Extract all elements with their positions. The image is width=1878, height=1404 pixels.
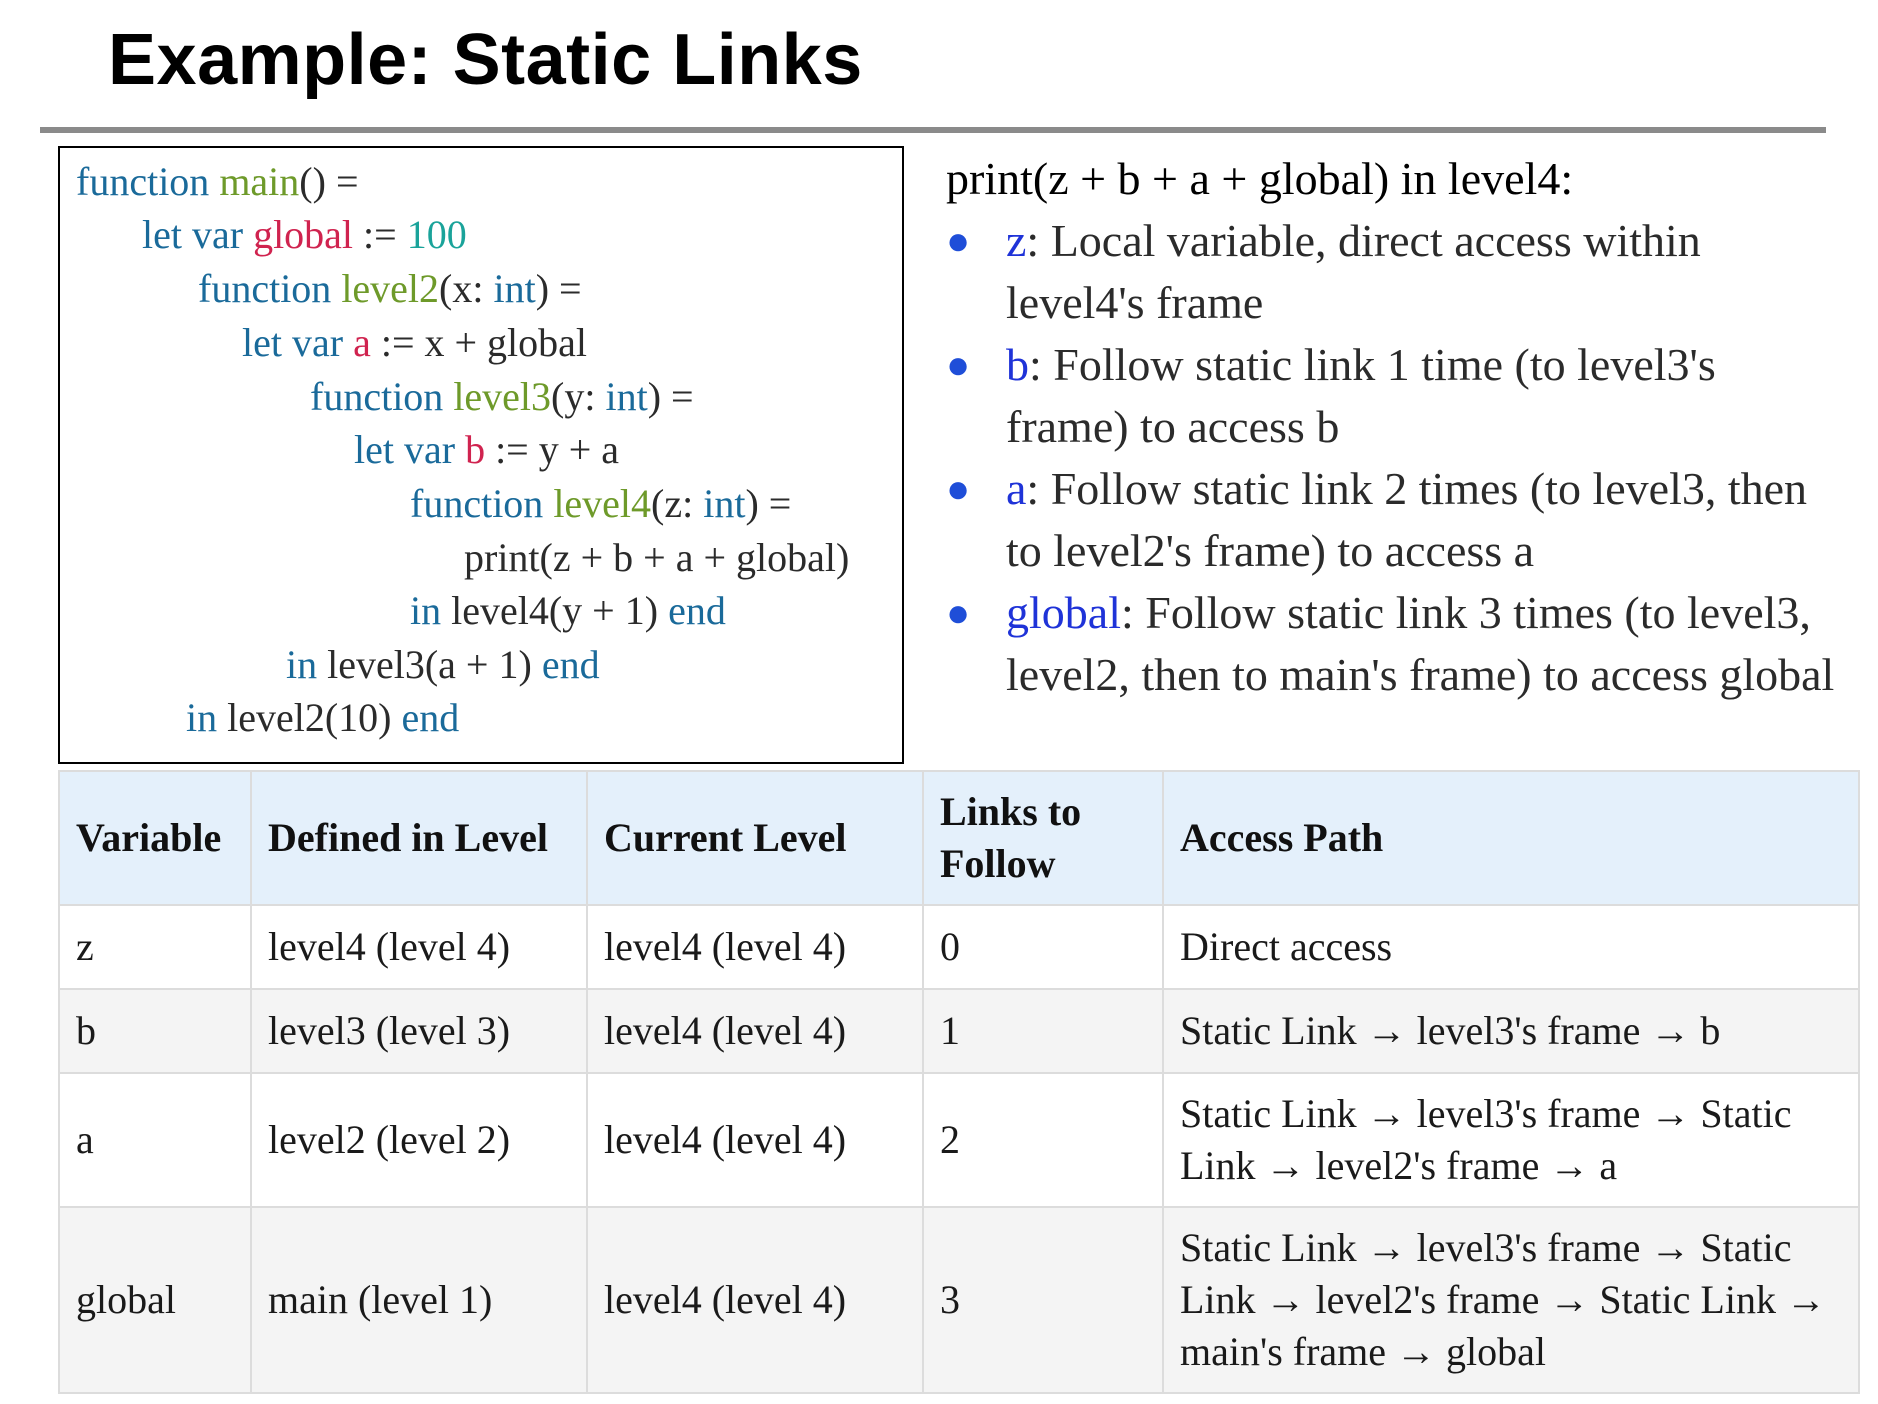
code-variable: global — [253, 212, 354, 257]
code-keyword: in — [286, 642, 328, 687]
title-divider — [40, 127, 1826, 133]
code-text: () = — [299, 159, 359, 204]
code-text: (z: — [651, 481, 704, 526]
cell-current-level: level4 (level 4) — [587, 905, 923, 989]
code-text: level2(10) — [227, 695, 402, 740]
code-text: level3(a + 1) — [327, 642, 542, 687]
code-variable: a — [353, 320, 371, 365]
code-line-4 — [242, 317, 587, 369]
cell-access-path: Static Link → level3's frame → Static Link → level2's frame → a — [1163, 1073, 1859, 1207]
code-function-name: level2 — [341, 266, 440, 311]
cell-variable: b — [59, 989, 251, 1073]
cell-links: 0 — [923, 905, 1163, 989]
variable-name: b — [1006, 339, 1029, 390]
code-line-2 — [142, 209, 467, 261]
cell-links: 1 — [923, 989, 1163, 1073]
code-text: := — [353, 212, 407, 257]
code-text: (y: — [551, 374, 606, 419]
code-keyword: end — [668, 588, 726, 633]
code-line-11 — [186, 692, 459, 744]
cell-access-path: Static Link → level3's frame → Static Link → level2's frame → Static Link → main's frame → global — [1163, 1207, 1859, 1393]
variable-name: z — [1006, 215, 1027, 266]
cell-variable: z — [59, 905, 251, 989]
cell-variable: global — [59, 1207, 251, 1393]
code-keyword: let var — [242, 320, 354, 365]
code-number: 100 — [406, 212, 467, 257]
bullet-icon: ● — [946, 342, 971, 387]
code-keyword: function — [310, 374, 454, 419]
column-header-access-path: Access Path — [1163, 771, 1859, 905]
code-keyword: int — [605, 374, 648, 419]
code-keyword: in — [410, 588, 452, 633]
table-row — [59, 989, 1859, 1073]
code-keyword: end — [541, 642, 600, 687]
code-keyword: let var — [354, 427, 466, 472]
static-links-table — [58, 770, 1860, 1394]
bullet-icon: ● — [946, 466, 971, 511]
code-text: level4(y + 1) — [451, 588, 669, 633]
explanation-panel — [946, 148, 1846, 706]
cell-access-path: Direct access — [1163, 905, 1859, 989]
code-keyword: int — [493, 266, 536, 311]
table-row — [59, 1207, 1859, 1393]
code-line-5 — [310, 371, 694, 423]
code-function-name: main — [219, 159, 300, 204]
code-keyword: end — [401, 695, 460, 740]
code-line-9 — [410, 585, 726, 637]
code-text: ) = — [745, 481, 792, 526]
slide-title: Example: Static Links — [108, 20, 863, 100]
column-header-current-level: Current Level — [587, 771, 923, 905]
code-variable: b — [465, 427, 486, 472]
code-block — [58, 146, 904, 764]
code-text: ) = — [535, 266, 582, 311]
list-item — [946, 582, 1846, 706]
bullet-icon: ● — [946, 590, 971, 635]
code-text: (x: — [439, 266, 494, 311]
cell-links: 2 — [923, 1073, 1163, 1207]
code-line-8 — [464, 532, 849, 584]
variable-name: global — [1006, 587, 1121, 638]
code-line-6 — [354, 424, 619, 476]
code-line-10 — [286, 639, 600, 691]
code-text: := y + a — [485, 427, 620, 472]
explanation-list — [946, 210, 1846, 706]
heading-code: print(z + b + a + global) — [946, 153, 1390, 204]
variable-name: a — [1006, 463, 1027, 514]
item-text: : Follow static link 2 times (to level3, then to level2's frame) to access a — [1006, 463, 1808, 576]
list-item — [946, 334, 1846, 458]
cell-variable: a — [59, 1073, 251, 1207]
explanation-heading — [946, 148, 1846, 210]
heading-suffix: in level4: — [1389, 153, 1574, 204]
column-header-variable: Variable — [59, 771, 251, 905]
code-keyword: int — [703, 481, 746, 526]
code-text: := x + global — [370, 320, 588, 365]
code-text: print(z + b + a + global) — [464, 535, 850, 580]
bullet-icon: ● — [946, 218, 971, 263]
cell-current-level: level4 (level 4) — [587, 1073, 923, 1207]
code-keyword: function — [198, 266, 342, 311]
table-row — [59, 1073, 1859, 1207]
code-text: ) = — [647, 374, 694, 419]
list-item — [946, 458, 1846, 582]
column-header-defined-level: Defined in Level — [251, 771, 587, 905]
code-keyword: function — [410, 481, 554, 526]
item-text: : Follow static link 3 times (to level3, level2, then to main's frame) to access global — [1006, 587, 1835, 700]
cell-defined-level: level2 (level 2) — [251, 1073, 587, 1207]
cell-current-level: level4 (level 4) — [587, 989, 923, 1073]
cell-links: 3 — [923, 1207, 1163, 1393]
cell-defined-level: level4 (level 4) — [251, 905, 587, 989]
cell-access-path: Static Link → level3's frame → b — [1163, 989, 1859, 1073]
item-text: : Follow static link 1 time (to level3's frame) to access b — [1006, 339, 1716, 452]
code-keyword: function — [76, 159, 220, 204]
code-keyword: in — [186, 695, 228, 740]
cell-defined-level: level3 (level 3) — [251, 989, 587, 1073]
table-row — [59, 905, 1859, 989]
code-function-name: level4 — [553, 481, 652, 526]
cell-defined-level: main (level 1) — [251, 1207, 587, 1393]
column-header-links: Links to Follow — [923, 771, 1163, 905]
code-line-1 — [76, 156, 359, 208]
code-function-name: level3 — [453, 374, 552, 419]
cell-current-level: level4 (level 4) — [587, 1207, 923, 1393]
list-item — [946, 210, 1846, 334]
code-line-3 — [198, 263, 582, 315]
table-header-row — [59, 771, 1859, 905]
code-line-7 — [410, 478, 791, 530]
item-text: : Local variable, direct access within level4's frame — [1006, 215, 1701, 328]
code-keyword: let var — [142, 212, 254, 257]
